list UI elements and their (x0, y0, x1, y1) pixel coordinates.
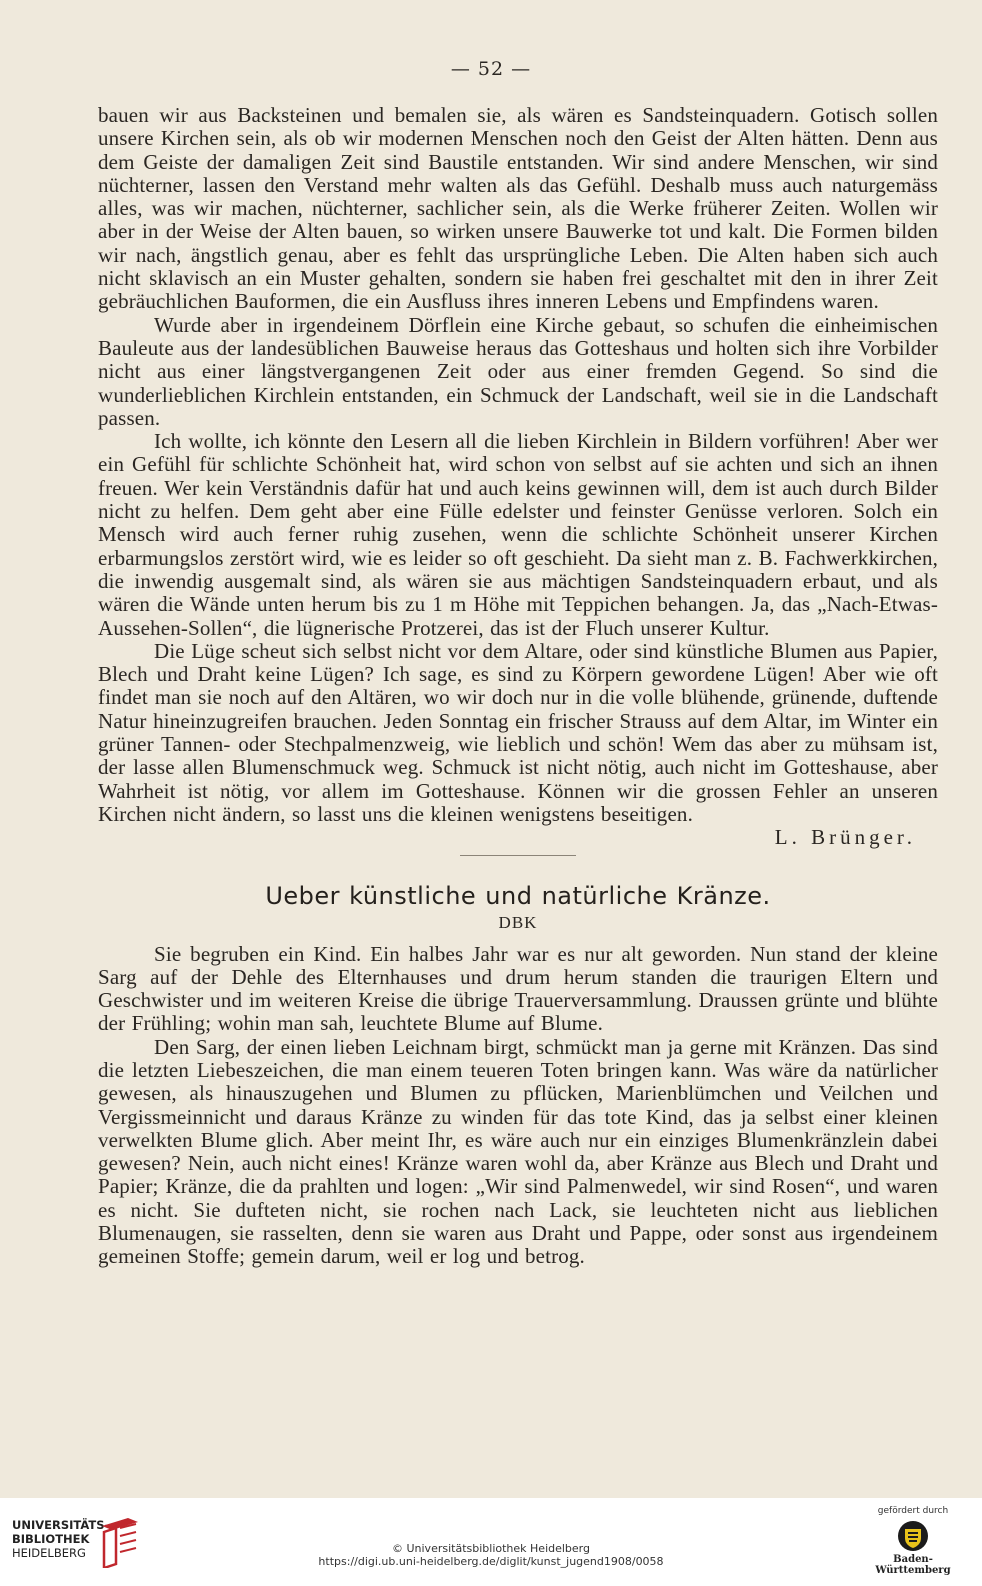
article2-paragraph-2: Den Sarg, der einen lieben Leichnam birgt, schmückt man ja gerne mit Kränzen. Das sind die letzten Liebeszeichen, die man einem teueren Toten bringen kann. Was wäre da natürlicher gewesen, als hinauszugehen und Blumen zu pflücken, Marienblümchen und Veilchen und Vergissmeinnicht und daraus Kränze zu winden für das tote Kind, das ja selbst einer kleinen verwelkten Blume glich. Aber meint Ihr, es wäre auch nur ein einziges Blumenkränzlein dabei gewesen? Nein, auch nicht eines! Kränze waren wohl da, aber Kränze aus Blech und Draht und Papier; Kränze, die da prahlten und logen: „Wir sind Palmenwedel, wir sind Rosen“, und waren es nicht. Sie dufteten nicht, sie rochen nach Lack, sie leuchteten nicht aus lieblichen Blumenaugen, sie rasselten, denn sie waren aus Draht und Pappe, oder sonst aus irgendeinem gemeinen Stoffe; gemein darum, weil er log und betrog. (98, 1034, 938, 1269)
section-divider (460, 855, 576, 856)
funded-by-label: gefördert durch (877, 1506, 949, 1516)
library-line-3: HEIDELBERG (12, 1546, 86, 1560)
article2-paragraph-1: Sie begruben ein Kind. Ein halbes Jahr war es nur alt geworden. Nun stand der kleine Sarg auf der Dehle des Elternhauses und drum herum standen die traurigen Eltern und Geschwister und im weiteren Kreise die übrige Trauerversammlung. Draussen grünte und blühte der Frühling; wohin man sah, leuchtete Blume auf Blume. (98, 941, 938, 1036)
text-column (98, 104, 938, 1269)
library-line-2: BIBLIOTHEK (12, 1532, 90, 1546)
article2-byline: DBK (498, 912, 538, 932)
article1-paragraph-2: Wurde aber in irgendeinem Dörflein eine Kirche gebaut, so schufen die einheimischen Bauleute aus der landesüblichen Bauweise heraus das Gotteshaus und holten sich ihre Vorbilder nicht aus einer längstvergangenen Zeit oder aus einer fremden Gegend. So sind die wunderlieblichen Kirchlein entstanden, ein Schmuck der Landschaft, weil sie in die Landschaft passen. (98, 312, 938, 430)
page-number: — 52 — (450, 58, 532, 80)
baden-wuerttemberg-seal-icon (897, 1520, 929, 1552)
article2-title: Ueber künstliche und natürliche Kränze. (265, 881, 771, 910)
author-signature: L. Brünger. (774, 825, 916, 850)
article1-paragraph-1: bauen wir aus Backsteinen und bemalen sie, als wären es Sandsteinquadern. Gotisch sollen unsere Kirchen sein, als ob wir modernen Menschen noch den Geist der Alten hätten. Denn aus dem Geiste der damaligen Zeit sind Baustile entstanden. Wir sind andere Menschen, wir sind nüchterner, lassen den Verstand mehr walten als das Gefühl. Deshalb muss auch naturgemäss alles, was wir machen, nüchterner, sachlicher sein, als die Werke früherer Zeiten. Wollen wir aber in der Weise der Alten bauen, so wirken unsere Bauwerke tot und kalt. Die Formen bilden wir nach, ängstlich genau, aber es fehlt das ursprüngliche Leben. Die Alten haben sich auch nicht sklavisch an ein Muster gehalten, sondern sie haben frei geschaltet mit den in ihrer Zeit gebräuchlichen Bauformen, die ein Ausfluss ihres inneren Lebens und Empfindens waren. (98, 103, 938, 314)
article1-paragraph-4: Die Lüge scheut sich selbst nicht vor dem Altare, oder sind künstliche Blumen aus Papier, Blech und Draht keine Lügen? Ich sage, es sind zu Körpern gewordene Lügen! Aber wie oft findet man sie noch auf den Altären, wo wir doch nur in die volle blühende, grünende, duftende Natur hineinzugreifen brauchen. Jeden Sonntag ein frischer Strauss auf dem Altar, im Winter ein grüner Tannen- oder Stechpalmenzweig, wie lieblich und schön! Wem das aber zu mühsam ist, der lasse allen Blumenschmuck weg. Schmuck ist nicht nötig, auch nicht im Gotteshause, aber Wahrheit ist nötig, vor allem im Gotteshause. Können wir die grossen Fehler an unseren Kirchen nicht ändern, so lasst uns die kleinen wenigstens beseitigen. (98, 638, 938, 826)
copyright-notice (0, 1542, 982, 1568)
state-name: Baden-Württemberg (875, 1554, 951, 1576)
funding-notice (858, 1506, 968, 1576)
copyright-text: © Universitätsbibliothek Heidelberg (391, 1542, 590, 1555)
footer-bar (0, 1498, 982, 1586)
article1-paragraph-3: Ich wollte, ich könnte den Lesern all die lieben Kirchlein in Bildern vorführen! Aber wer ein Gefühl für schlichte Schönheit hat, wird schon von selbst auf sie achten und sich an ihnen freuen. Wer kein Verständnis dafür hat und auch keins gewinnen will, dem ist auch durch Bilder nicht zu helfen. Dem geht aber eine Fülle edelster und feinster Genüsse verloren. Solch ein Mensch wird auch ferner ruhig zusehen, wenn die schlichte Schönheit unserer Kirchen erbarmungslos zerstört wird, wie es leider so oft geschieht. Da sieht man z. B. Fachwerkkirchen, die inwendig ausgemalt sind, als wären sie aus mächtigen Sandsteinquadern erbaut, und als wären die Wände unten herum bis zu 1 m Höhe mit Teppichen behangen. Ja, das „Nach-Etwas-Aussehen-Sollen“, die lügnerische Protzerei, das ist der Fluch unserer Kultur. (98, 429, 938, 640)
library-line-1: UNIVERSITÄTS- (12, 1518, 110, 1532)
source-url[interactable]: https://digi.ub.uni-heidelberg.de/diglit/kunst_jugend1908/0058 (318, 1555, 664, 1568)
